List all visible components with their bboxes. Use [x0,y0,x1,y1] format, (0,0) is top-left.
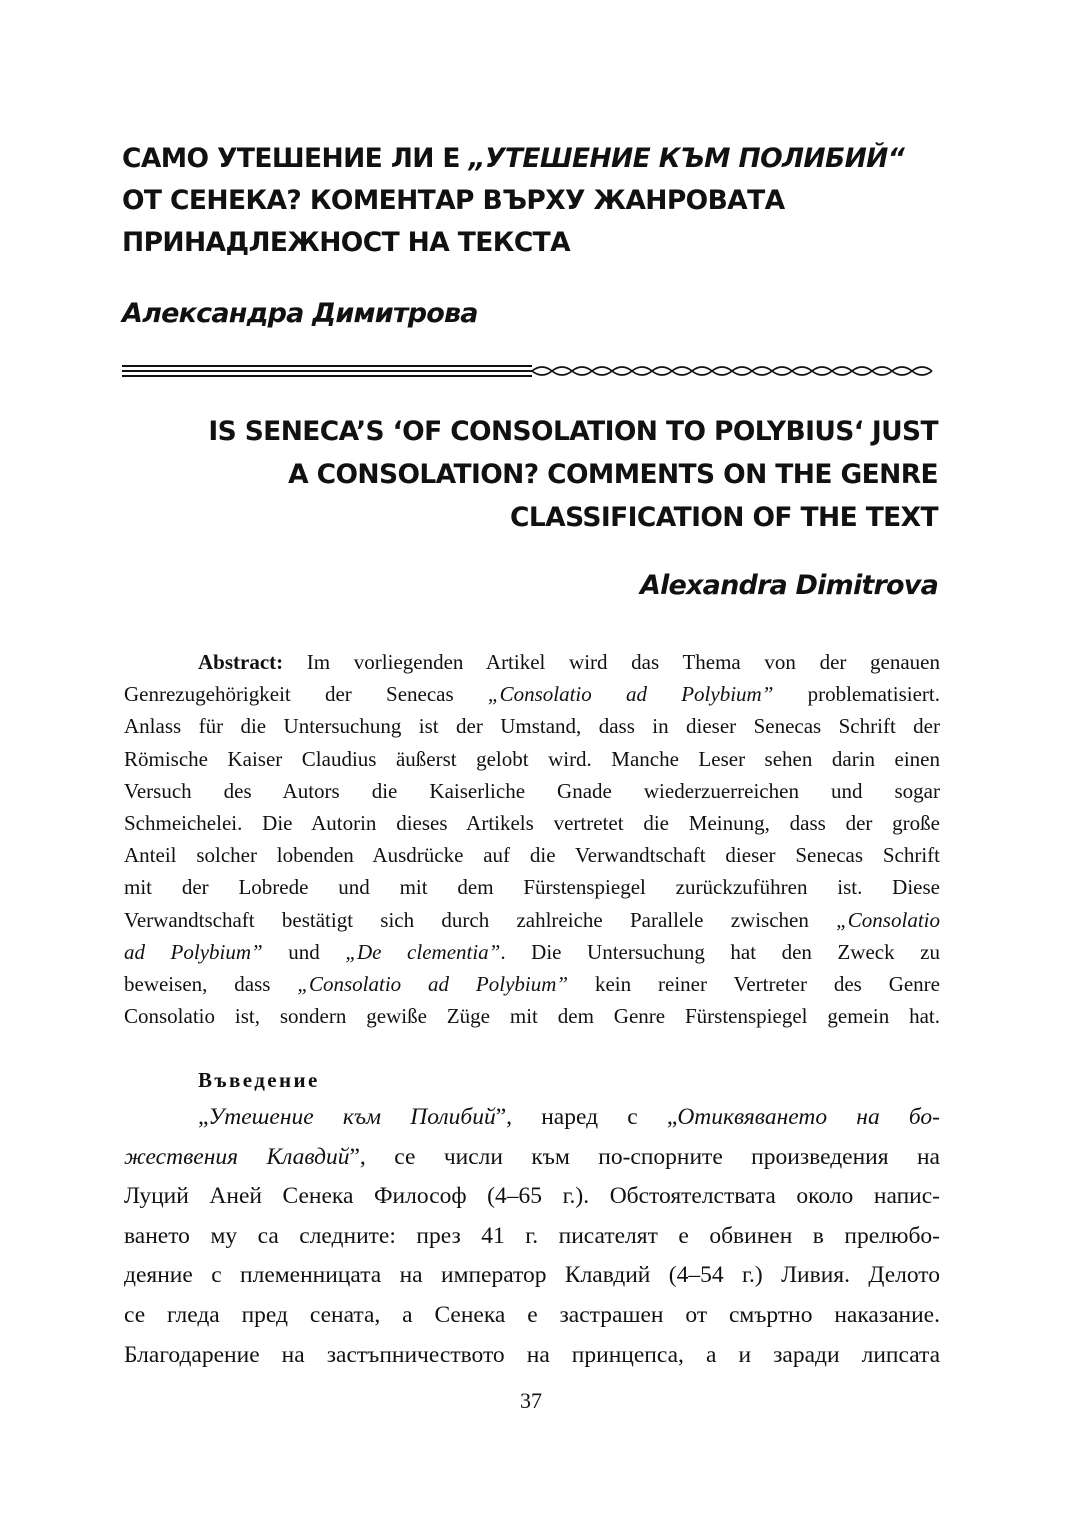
english-author: Alexandra Dimitrova [639,570,938,601]
introduction-body [124,1098,940,1375]
abstract-line: Anlass für die Untersuchung ist der Umstand, dass in dieser Senecas Schrift der [124,714,940,739]
body-line: жествения Клавдий”, се числи към по-спорните произведения на [124,1143,940,1170]
english-title-line-1: IS SENECA’S ‘OF CONSOLATION TO POLYBIUS‘ JUST [208,416,938,447]
bulgarian-title-line-3: ПРИНАДЛЕЖНОСТ НА ТЕКСТА [122,227,571,258]
section-heading-introduction: Въведение [198,1068,320,1092]
ornamental-divider [122,360,942,384]
body-line: Луций Аней Сенека Философ (4–65 г.). Обстоятелствата около напис- [124,1183,940,1210]
abstract-line: Römische Kaiser Claudius äußerst gelobt wird. Manche Leser sehen darin einen [124,746,940,771]
bulgarian-title-line-2: ОТ СЕНЕКА? КОМЕНТАР ВЪРХУ ЖАНРОВАТА [122,185,785,216]
body-line: Благодарение на застъпничеството на принцепса, а и заради липсата [124,1341,940,1368]
bulgarian-title-italic: „УТЕШЕНИЕ КЪМ ПОЛИБИЙ“ [468,143,905,174]
abstract-line: ad Polybium” und „De clementia”. Die Untersuchung hat den Zweck zu [124,939,940,964]
body-line: „Утешение към Полибий”, наред с „Отиквяването на бо- [198,1104,940,1130]
abstract-line: Versuch des Autors die Kaiserliche Gnade wiederzuerreichen und sogar [124,778,940,803]
bulgarian-title [122,138,962,264]
english-title [98,410,938,539]
abstract-line: Consolatio ist, sondern gewiße Züge mit dem Genre Fürstenspiegel gemein hat. [124,1004,940,1029]
page-number: 37 [520,1388,542,1413]
abstract-line: Abstract: Im vorliegenden Artikel wird das Thema von der genauen [198,650,940,674]
abstract-line: mit der Lobrede und mit dem Fürstenspiegel zurückzuführen ist. Diese [124,875,940,900]
body-line: ването му са следните: през 41 г. писателят е обвинен в прелюбо- [124,1222,940,1249]
bulgarian-title-line-1: САМО УТЕШЕНИЕ ЛИ Е „УТЕШЕНИЕ КЪМ ПОЛИБИЙ“ [122,143,905,174]
abstract-line: Verwandtschaft bestätigt sich durch zahlreiche Parallele zwischen „Consolatio [124,907,940,932]
abstract-label: Abstract: [198,650,284,674]
abstract-line: Anteil solcher lobenden Ausdrücke auf die Verwandtschaft dieser Senecas Schrift [124,843,940,868]
abstract-line: beweisen, dass „Consolatio ad Polybium” kein reiner Vertreter des Genre [124,972,940,997]
english-title-line-2: A CONSOLATION? COMMENTS ON THE GENRE [288,459,938,490]
english-title-line-3: CLASSIFICATION OF THE TEXT [510,502,938,533]
body-line: се гледа пред сената, а Сенека е застрашен от смъртно наказание. [124,1301,940,1328]
abstract-line: Genrezugehörigkeit der Senecas „Consolatio ad Polybium” problematisiert. [124,682,940,707]
abstract [124,646,940,1032]
abstract-line: Schmeichelei. Die Autorin dieses Artikels vertretet die Meinung, dass der große [124,811,940,836]
body-line: деяние с племенницата на император Клавдий (4–54 г.) Ливия. Делото [124,1262,940,1289]
bulgarian-author: Александра Димитрова [122,298,478,329]
